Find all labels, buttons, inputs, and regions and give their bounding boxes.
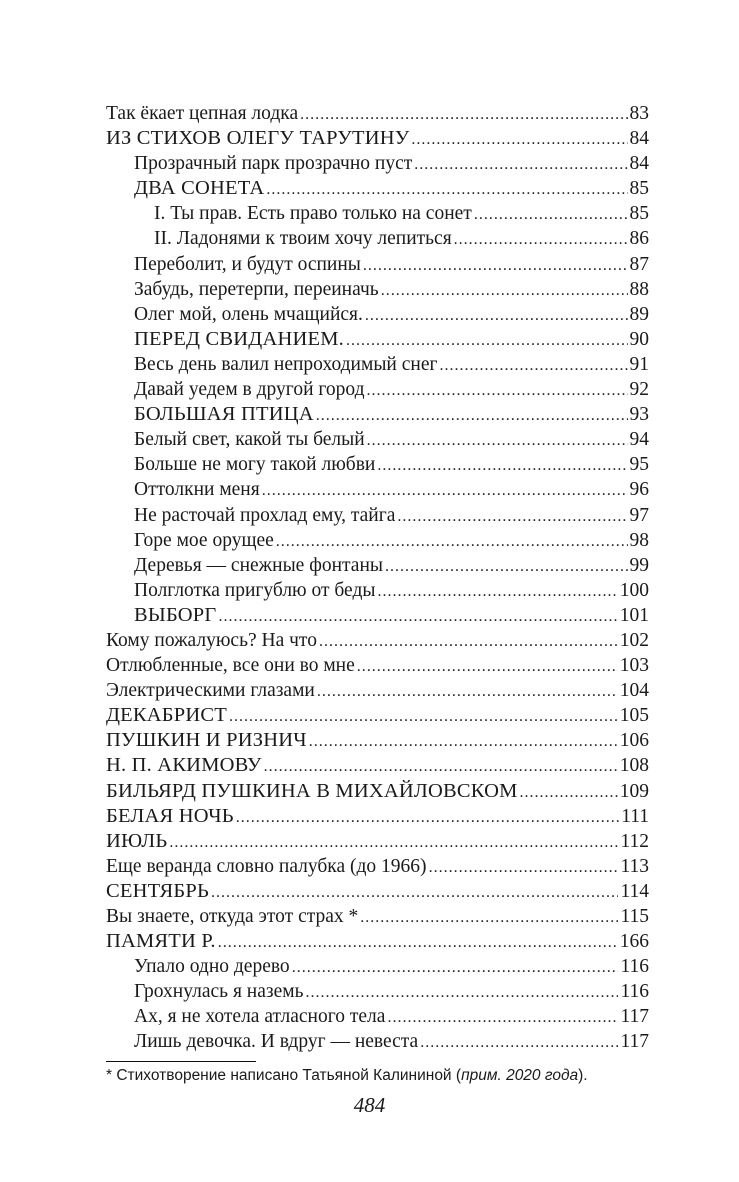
toc-entry-page: 112 <box>620 830 649 852</box>
toc-entry-title: Белый свет, какой ты белый <box>134 429 365 451</box>
toc-entry-title: Лишь девочка. И вдруг — невеста <box>134 1031 419 1053</box>
toc-entry <box>106 678 649 703</box>
toc-entry-page: 115 <box>620 906 649 927</box>
toc-entry-title: Олег мой, олень мчащийся. <box>134 303 363 325</box>
toc-entry <box>106 1004 649 1029</box>
toc-leader-dots <box>360 905 618 930</box>
toc-leader-dots <box>377 579 617 604</box>
toc-entry-page: 108 <box>619 755 649 777</box>
toc-entry-page: 105 <box>619 705 649 727</box>
toc-entry-page: 116 <box>620 956 649 978</box>
footnote-text: Стихотворение написано Татьяной Калининой ( <box>116 1067 462 1084</box>
toc-entry-title: Ах, я не хотела атласного тела <box>134 1006 386 1028</box>
toc-entry-title: Прозрачный парк прозрачно пуст <box>134 153 413 175</box>
toc-leader-dots <box>236 805 619 830</box>
footnote-marker: * <box>106 1067 113 1084</box>
toc-entry <box>106 929 649 954</box>
toc-leader-dots <box>365 303 628 328</box>
toc-leader-dots <box>346 328 628 353</box>
toc-entry-title: II. Ладонями к твоим хочу лепиться <box>154 228 452 250</box>
toc-entry-title: Деревья — снежные фонтаны <box>134 554 383 576</box>
toc-leader-dots <box>319 629 618 654</box>
toc-entry-page: 117 <box>620 1031 649 1053</box>
toc-entry-title: Давай уедем в другой город <box>134 379 365 401</box>
toc-entry-title: ВЫБОРГ <box>134 603 217 626</box>
toc-entry <box>106 101 649 126</box>
toc-entry-title: Горе мое орущее <box>134 529 274 551</box>
toc-leader-dots <box>440 353 628 378</box>
toc-entry-title: I. Ты прав. Есть право только на сонет <box>154 203 472 225</box>
toc-leader-dots <box>387 1005 618 1030</box>
toc-leader-dots <box>367 378 628 403</box>
toc-entry-page: 91 <box>629 353 649 375</box>
toc-entry-page: 96 <box>629 479 649 501</box>
toc-entry <box>106 578 649 603</box>
toc-leader-dots <box>309 729 618 754</box>
toc-entry-page: 95 <box>629 454 649 476</box>
footnote <box>106 1066 588 1086</box>
toc-entry-title: Переболит, и будут оспины <box>134 253 361 275</box>
toc-leader-dots <box>367 428 628 453</box>
toc-entry-title: Н. П. АКИМОВУ <box>106 754 262 777</box>
toc-entry-page: 109 <box>619 780 649 802</box>
toc-entry-title: Электрическими глазами <box>106 680 315 702</box>
toc-entry-title: БИЛЬЯРД ПУШКИНА В МИХАЙЛОВСКОМ <box>106 779 518 802</box>
toc-entry-page: 89 <box>629 303 649 325</box>
toc-entry-title: Так ёкает цепная лодка <box>106 103 299 124</box>
toc-entry-page: 97 <box>629 504 649 526</box>
toc-entry-page: 117 <box>620 1006 649 1028</box>
toc-entry <box>106 753 649 778</box>
toc-entry <box>106 879 649 904</box>
toc-leader-dots <box>262 478 628 503</box>
toc-entry-page: 104 <box>619 680 649 702</box>
toc-leader-dots <box>520 780 618 805</box>
toc-entry-title: ДВА СОНЕТА <box>134 177 265 200</box>
toc-leader-dots <box>300 102 627 127</box>
toc-leader-dots <box>397 504 627 529</box>
toc-entry <box>106 327 649 352</box>
toc-entry-title: Вы знаете, откуда этот страх * <box>106 906 359 927</box>
toc-entry-page: 101 <box>619 604 649 626</box>
toc-leader-dots <box>229 704 618 729</box>
toc-leader-dots <box>317 679 618 704</box>
toc-leader-dots <box>276 529 628 554</box>
toc-entry-title: ДЕКАБРИСТ <box>106 704 227 727</box>
toc-leader-dots <box>381 278 628 303</box>
toc-leader-dots <box>420 1030 618 1055</box>
footnote-rule <box>106 1061 256 1062</box>
toc-entry-title: Не расточай прохлад ему, тайга <box>134 504 396 526</box>
toc-leader-dots <box>218 604 617 629</box>
toc-entry <box>106 126 649 151</box>
toc-entry-title: Больше не могу такой любви <box>134 454 376 476</box>
toc-entry-page: 166 <box>619 931 649 953</box>
toc-entry-title: ИЗ СТИХОВ ОЛЕГУ ТАРУТИНУ <box>106 127 410 150</box>
toc-entry <box>106 477 649 502</box>
toc-entry-title: ИЮЛЬ <box>106 829 168 852</box>
toc-entry-page: 88 <box>629 278 649 300</box>
toc-leader-dots <box>169 830 618 855</box>
page-number: 484 <box>353 1093 386 1117</box>
toc-entry-title: Весь день валил непроходимый снег <box>134 353 438 375</box>
toc-entry-title: ПУШКИН И РИЗНИЧ <box>106 729 307 752</box>
toc-entry-page: 100 <box>619 579 649 601</box>
toc-entry-page: 85 <box>629 178 649 200</box>
toc-leader-dots <box>266 177 627 202</box>
toc-entry-page: 85 <box>629 203 649 225</box>
toc-entry-title: СЕНТЯБРЬ <box>106 879 209 902</box>
toc-entry <box>106 503 649 528</box>
toc-entry-title: Отлюбленные, все они во мне <box>106 655 355 677</box>
toc-leader-dots <box>292 955 619 980</box>
toc-entry-page: 113 <box>620 855 649 877</box>
toc-entry-page: 83 <box>629 103 649 124</box>
toc-leader-dots <box>377 453 627 478</box>
toc-entry <box>106 603 649 628</box>
toc-entry <box>106 528 649 553</box>
toc-entry-page: 84 <box>629 128 649 150</box>
toc-leader-dots <box>264 754 618 779</box>
toc-leader-dots <box>454 227 628 252</box>
toc-entry-title: ПЕРЕД СВИДАНИЕМ. <box>134 327 344 350</box>
toc-entry <box>106 176 649 201</box>
toc-entry <box>106 553 649 578</box>
toc-entry-page: 99 <box>629 554 649 576</box>
toc-entry-page: 84 <box>629 153 649 175</box>
toc-entry <box>106 277 649 302</box>
toc-entry <box>106 829 649 854</box>
toc-entry-title: Полглотка пригублю от беды <box>134 579 376 601</box>
toc-leader-dots <box>305 980 618 1005</box>
toc-entry <box>106 201 649 226</box>
toc-entry-page: 102 <box>619 629 649 651</box>
toc-entry-title: БОЛЬШАЯ ПТИЦА <box>134 403 314 426</box>
toc-entry <box>106 352 649 377</box>
toc-entry <box>106 252 649 277</box>
toc-leader-dots <box>414 152 627 177</box>
toc-entry <box>106 653 649 678</box>
toc-leader-dots <box>363 253 628 278</box>
toc-leader-dots <box>429 855 619 880</box>
toc-entry <box>106 1029 649 1054</box>
footnote-end: ). <box>578 1067 588 1084</box>
toc-entry-page: 114 <box>620 880 649 902</box>
toc-entry <box>106 703 649 728</box>
toc-entry-title: БЕЛАЯ НОЧЬ <box>106 804 234 827</box>
toc-entry <box>106 628 649 653</box>
toc-entry-page: 90 <box>629 328 649 350</box>
toc-entry-title: Кому пожалуюсь? На что <box>106 629 317 651</box>
toc-leader-dots <box>218 930 618 955</box>
toc-entry-title: Грохнулась я наземь <box>134 981 304 1003</box>
toc-entry-page: 98 <box>629 529 649 551</box>
toc-leader-dots <box>474 202 628 227</box>
toc-entry-page: 111 <box>621 805 649 827</box>
footnote-italic: прим. 2020 года <box>461 1067 579 1084</box>
toc-entry-title: Упало одно дерево <box>134 956 290 978</box>
toc-entry <box>106 452 649 477</box>
toc-entry-page: 93 <box>629 404 649 426</box>
toc-leader-dots <box>357 654 618 679</box>
toc-entry <box>106 151 649 176</box>
toc-entry <box>106 979 649 1004</box>
toc-entry-page: 116 <box>620 981 649 1003</box>
toc-entry <box>106 904 649 929</box>
toc-entry <box>106 728 649 753</box>
toc-entry-page: 87 <box>629 253 649 275</box>
toc-entry-page: 94 <box>629 429 649 451</box>
toc-entry <box>106 302 649 327</box>
toc-entry <box>106 854 649 879</box>
toc-entry-title: ПАМЯТИ Р. <box>106 930 216 953</box>
toc-entry <box>106 402 649 427</box>
toc-entry-title: Оттолкни меня <box>134 479 260 501</box>
toc-entry-page: 103 <box>619 655 649 677</box>
toc-leader-dots <box>316 403 628 428</box>
toc-leader-dots <box>385 554 628 579</box>
toc-entry <box>106 226 649 251</box>
toc-entry-title: Забудь, перетерпи, переиначь <box>134 278 379 300</box>
toc-entry-page: 92 <box>629 379 649 401</box>
toc-entry <box>106 779 649 804</box>
toc-entry <box>106 427 649 452</box>
toc-entry <box>106 804 649 829</box>
toc-leader-dots <box>411 127 627 152</box>
toc-entry <box>106 954 649 979</box>
toc-leader-dots <box>211 880 619 905</box>
toc-entry-title: Еще веранда словно палубка (до 1966) <box>106 855 427 877</box>
toc-entry-page: 86 <box>629 228 649 250</box>
table-of-contents <box>106 101 649 1055</box>
toc-entry-page: 106 <box>619 730 649 752</box>
toc-entry <box>106 377 649 402</box>
